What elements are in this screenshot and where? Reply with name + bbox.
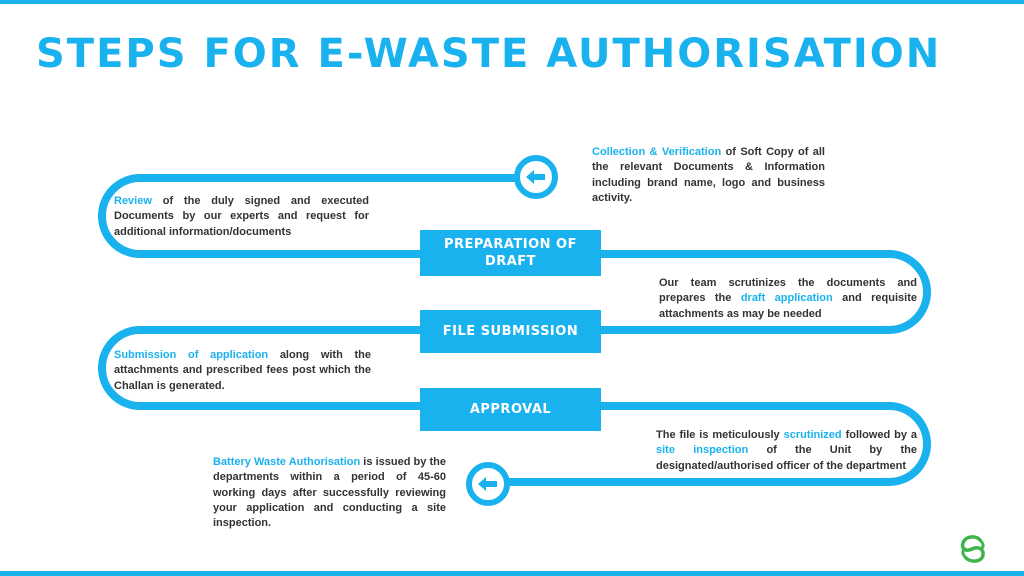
scrutiny-highlight-1: scrutinized xyxy=(783,429,842,441)
step-review-text xyxy=(114,194,369,240)
step-submission-text xyxy=(114,348,371,394)
review-highlight: Review xyxy=(114,195,152,207)
review-body: of the duly signed and executed Documents by our experts and request for additional information/documents xyxy=(114,195,369,238)
step-scrutiny-text xyxy=(656,428,917,474)
arrow-left-icon xyxy=(514,155,558,199)
step-label-approval: APPROVAL xyxy=(420,388,601,431)
draft-body-1: Our team scrutinizes the documents and prepares the xyxy=(659,277,917,305)
submission-body: along with the attachments and prescribed fees post which the Challan is generated. xyxy=(114,349,371,392)
draft-body-2: and requisite attachments as may be needed xyxy=(659,292,917,320)
step-label-draft: PREPARATION OF DRAFT xyxy=(420,230,601,276)
authorisation-body: is issued by the departments within a period of 45-60 working days after successfully reviewing your application and conducting a site inspection. xyxy=(213,456,446,530)
collection-body: of Soft Copy of all the relevant Documents & Information including brand name, logo and business activity. xyxy=(592,146,825,204)
scrutiny-body-2: followed by a xyxy=(841,429,917,441)
collection-highlight: Collection & Verification xyxy=(592,146,722,158)
scrutiny-highlight-2: site inspection xyxy=(656,444,749,457)
submission-highlight: Submission of application xyxy=(114,349,269,361)
authorisation-highlight: Battery Waste Authorisation xyxy=(213,456,361,468)
step-authorisation-text xyxy=(213,455,446,531)
step-draft-text xyxy=(659,276,917,322)
draft-highlight: draft application xyxy=(740,292,833,305)
scrutiny-body-3: of the Unit by the designated/authorised officer of the department xyxy=(656,444,917,472)
page-title: STEPS FOR E-WASTE AUTHORISATION xyxy=(36,31,942,77)
arrow-left-icon xyxy=(466,462,510,506)
scrutiny-body-1: The file is meticulously xyxy=(656,429,784,441)
step-collection-text xyxy=(592,145,825,206)
company-logo-icon xyxy=(956,532,990,566)
step-label-file-submission: FILE SUBMISSION xyxy=(420,310,601,353)
bottom-border xyxy=(0,571,1024,576)
